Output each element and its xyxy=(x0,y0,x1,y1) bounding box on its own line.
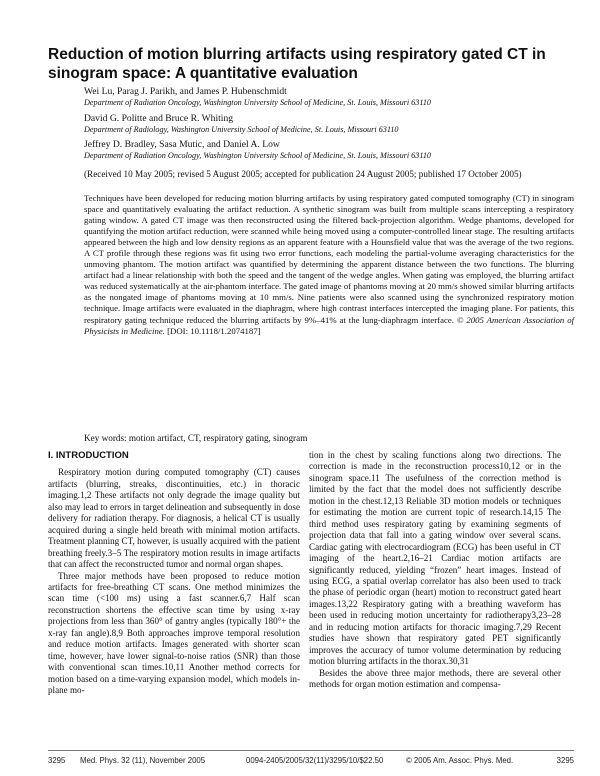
article-title: Reduction of motion blurring artifacts using respiratory gated CT in sinogram space: A quantitative evaluation xyxy=(48,46,546,82)
author-group-3 xyxy=(84,139,574,162)
paragraph: Respiratory motion during computed tomography (CT) causes artifacts (blurring, streaks, discontinuities, etc.) in thoracic imaging.1,2 These artifacts not only degrade the image quality but also may lead to errors in target delineation and subsequently in dose delivery for radiation therapy. For diagnosis, a helical CT is usually acquired during a single held breath with minimal motion artifacts. Treatment planning CT, however, is usually acquired with the patient breathing freely.3–5 The respiratory motion results in image artifacts that can affect the reconstructed tumor and normal organ shapes. xyxy=(48,467,300,570)
author-group-2 xyxy=(84,113,574,136)
article-identifier: 0094-2405/2005/32(11)/3295/10/$22.50 xyxy=(246,756,384,765)
abstract xyxy=(84,193,574,337)
journal-citation: Med. Phys. 32 (11), November 2005 xyxy=(80,756,206,765)
author-block xyxy=(84,86,574,180)
paragraph: Three major methods have been proposed to reduce motion artifacts for free-breathing CT scans. One method minimizes the scan time (<100 ms) using a fast scanner.6,7 Half scan reconstruction shortens the effective scan time by using x-ray projections from less than 360° of gantry angles (typically 180°+ the x-ray fan angle).8,9 Both approaches improve temporal resolution and reduce motion artifacts. Images generated with shorter scan time, however, have lower signal-to-noise ratios (SNR) than those with conventional scan times.10,11 Another method corrects for motion based on a time-varying expansion model, which models in-plane mo- xyxy=(48,570,300,696)
page-number: 3295 xyxy=(556,756,574,765)
abstract-text: Techniques have been developed for reducing motion blurring artifacts by using respiratory gated computed tomography (CT) in sinogram space and quantitatively evaluating the artifact reduction. A synthetic sinogram was built from multiple scans intercepting a respiratory gating window. A gated CT image was then reconstructed using the filtered back-projection algorithm. Wedge phantoms, developed for quantifying the motion artifact reduction, were scanned while being moved using a computer-controlled linear stage. The resulting artifacts appeared between the high and low density regions as an apparent feature with a Hounsfield value that was the average of the two regions. A CT profile through these regions was fit using two error functions, each modeling the partial-volume averaging characteristics for the unmoving phantom. The motion artifact was quantified by determining the apparent distance between the two functions. The blurring artifact had a linear relationship with both the speed and the tangent of the wedge angles. When gating was employed, the blurring artifact was reduced systematically at the air-phantom interface. The gated image of phantoms moving at 20 mm/s showed similar blurring artifacts as the nongated image of phantoms moving at 10 mm/s. Nine patients were also scanned using the synchronized respiratory motion technique. Image artifacts were evaluated in the diaphragm, where high contrast interfaces intercepted the imaging plane. For patients, this respiratory gating technique reduced the blurring artifacts by 9%–41% at the lung-diaphragm interface. xyxy=(84,193,574,325)
author-names: David G. Politte and Bruce R. Whiting xyxy=(84,112,234,124)
page-number: 3295 xyxy=(48,756,66,765)
keywords: Key words: motion artifact, CT, respiratory gating, sinogram xyxy=(84,433,308,443)
author-group-1 xyxy=(84,86,574,109)
author-affiliation: Department of Radiation Oncology, Washington University School of Medicine, St. Louis, Missouri 63110 xyxy=(84,151,432,160)
footer-divider xyxy=(48,750,574,751)
right-column xyxy=(309,450,561,691)
author-affiliation: Department of Radiology, Washington University School of Medicine, St. Louis, Missouri 63110 xyxy=(84,124,399,134)
author-names: Jeffrey D. Bradley, Sasa Mutic, and Daniel A. Low xyxy=(84,139,280,150)
author-names: Wei Lu, Parag J. Parikh, and James P. Hubenschmidt xyxy=(84,86,287,97)
paragraph: Besides the above three major methods, there are several other methods for organ motion estimation and compensa- xyxy=(309,667,561,690)
page-footer xyxy=(48,756,574,768)
abstract-copyright: © 2005 American Association of Physicists in Medicine. xyxy=(84,314,574,336)
paragraph: tion in the chest by scaling functions along two directions. The correction is made in the reconstruction process10,12 or in the sinogram space.11 The usefulness of the correction method is limited by the fact that the model does not sufficiently describe motion in the chest.12,13 Reliable 3D motion models or techniques for estimating the motion are current topic of research.14,15 The third method uses respiratory gating by examining segments of projection data that fall into a gating window over several scans. Cardiac gating with electrocardiogram (ECG) has been useful in CT imaging of the heart.2,16–21 Cardiac motion artifacts are significantly reduced, yielding “frozen” heart images. Instead of using ECG, a spatial overlap correlator has also been used to track the phase of periodic organ (heart) motion to reconstruct gated heart images.13,22 Respiratory gating with a breathing waveform has been used in reducing motion uncertainty for radiotherapy3,23–28 and in reducing motion artifacts for thoracic imaging.7,29 Recent studies have shown that respiratory gated PET significantly improves the accuracy of tumor volume determination by reducing motion blurring artifacts in the thorax.30,31 xyxy=(309,450,561,667)
left-column xyxy=(48,450,300,697)
section-heading: I. INTRODUCTION xyxy=(48,450,129,461)
footer-copyright: © 2005 Am. Assoc. Phys. Med. xyxy=(406,756,514,765)
author-affiliation: Department of Radiation Oncology, Washington University School of Medicine, St. Louis, Missouri 63110 xyxy=(84,98,432,107)
received-dates: (Received 10 May 2005; revised 5 August 2005; accepted for publication 24 August 2005; published 17 October 2005) xyxy=(84,168,522,179)
doi-link[interactable]: [DOI: 10.1118/1.2074187] xyxy=(167,325,261,336)
